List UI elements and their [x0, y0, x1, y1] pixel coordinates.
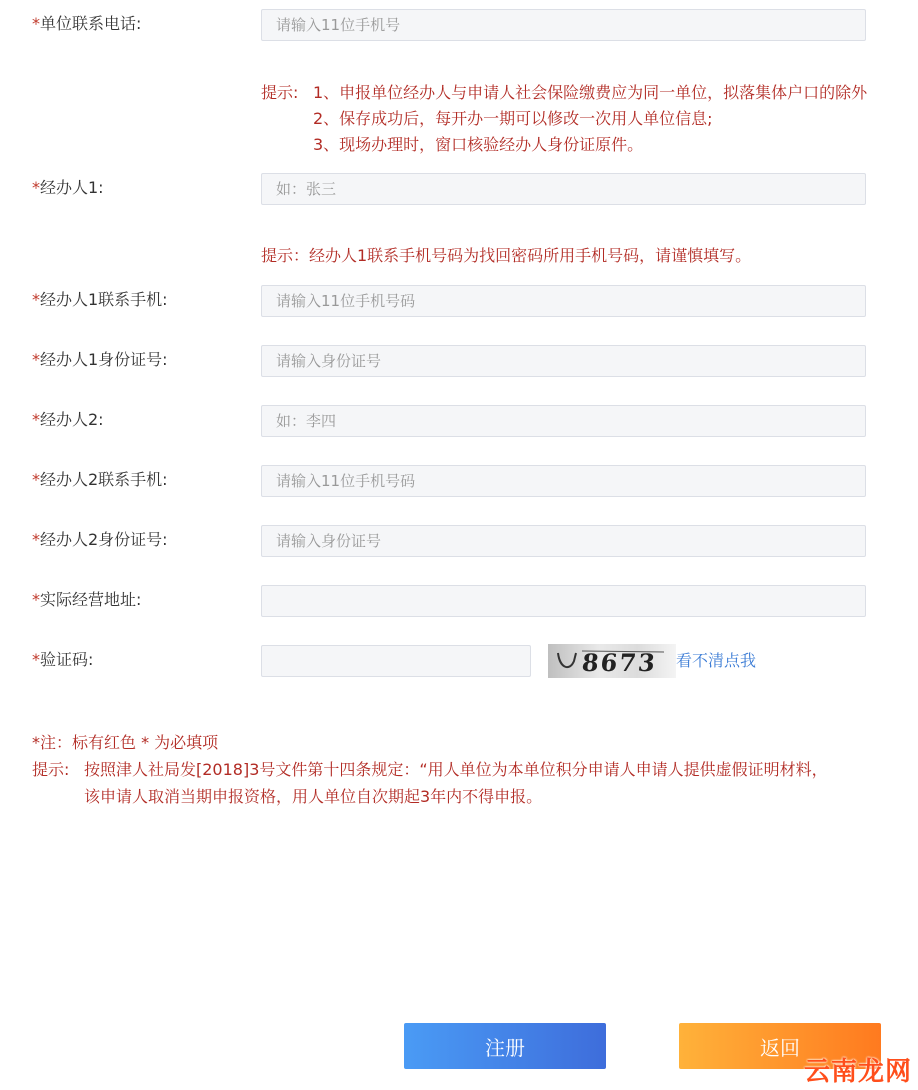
register-button[interactable]: 注册 [404, 1023, 606, 1069]
unit-phone-label: *单位联系电话: [32, 14, 142, 33]
required-star: * [32, 14, 40, 33]
captcha-label: *验证码: [32, 650, 94, 669]
tip-line-2: 该申请人取消当期申报资格，用人单位自次期起3年内不得申报。 [84, 787, 543, 806]
unit-phone-input[interactable] [261, 9, 866, 41]
hint-line-3: 3、现场办理时，窗口核验经办人身份证原件。 [313, 135, 644, 154]
tip-line-1: 按照津人社局发[2018]3号文件第十四条规定：“用人单位为本单位积分申请人申请人提供虚假证明材料， [84, 760, 828, 779]
agent2-id-input[interactable] [261, 525, 866, 557]
hint-prefix: 提示: [261, 83, 299, 102]
agent1-phone-label: *经办人1联系手机: [32, 290, 168, 309]
address-label: *实际经营地址: [32, 590, 142, 609]
hint-line-1: 1、申报单位经办人与申请人社会保险缴费应为同一单位，拟落集体户口的除外 [313, 83, 868, 102]
required-note: *注：标有红色 * 为必填项 [32, 733, 219, 752]
agent1-phone-input[interactable] [261, 285, 866, 317]
agent2-name-input[interactable] [261, 405, 866, 437]
agent2-phone-input[interactable] [261, 465, 866, 497]
back-button[interactable]: 返回 [679, 1023, 881, 1069]
agent2-id-label: *经办人2身份证号: [32, 530, 168, 549]
captcha-input[interactable] [261, 645, 531, 677]
agent1-name-input[interactable] [261, 173, 866, 205]
agent1-id-label: *经办人1身份证号: [32, 350, 168, 369]
agent1-id-input[interactable] [261, 345, 866, 377]
captcha-image[interactable] [548, 644, 676, 678]
address-input[interactable] [261, 585, 866, 617]
agent1-label: *经办人1: [32, 178, 104, 197]
captcha-refresh-link[interactable]: 看不清点我 [676, 651, 757, 670]
agent2-phone-label: *经办人2联系手机: [32, 470, 168, 489]
agent1-phone-hint: 提示：经办人1联系手机号码为找回密码所用手机号码，请谨慎填写。 [261, 246, 752, 265]
tip-prefix: 提示: [32, 760, 70, 779]
agent2-label: *经办人2: [32, 410, 104, 429]
hint-line-2: 2、保存成功后，每开办一期可以修改一次用人单位信息; [313, 109, 713, 128]
captcha-code: 8673 [580, 648, 659, 677]
watermark-logo: 云南龙网 [803, 1057, 912, 1087]
